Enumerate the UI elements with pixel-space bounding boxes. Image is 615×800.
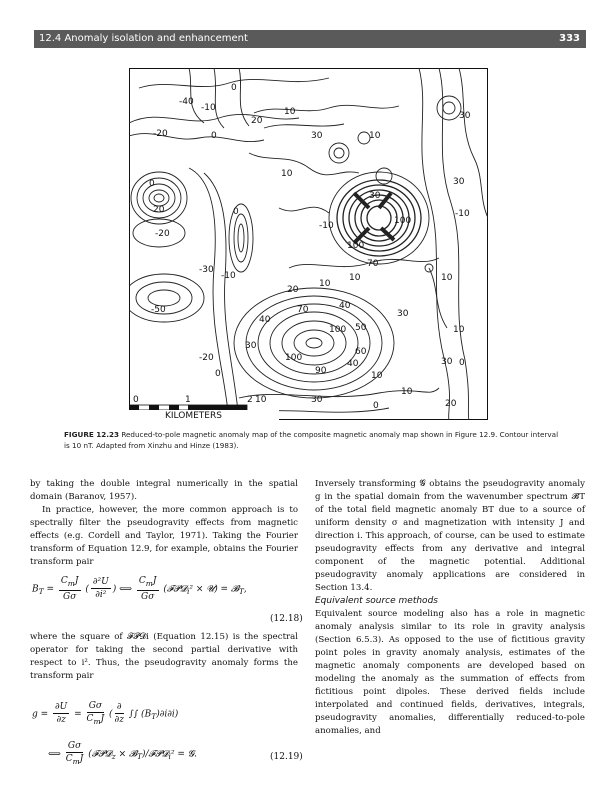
- contour-label: 10: [284, 107, 296, 117]
- section-title: 12.4 Anomaly isolation and enhancement: [39, 33, 248, 44]
- right-paragraph-1: Inversely transforming 𝓖 obtains the pseudogravity anomaly g in the spatial domain from the wavenumber spectrum 𝓑T of the total field magnetic anomaly BT due to a source of uniform density σ and magnetization with intensity J and direction i. This approach, of course, can be used to estimate pseudogravity effects from any derivative and integral component of the magnetic potential. Additional pseudogravity anomaly applications are considered in Section 13.4.: [315, 479, 585, 593]
- contour-label: -20: [153, 129, 168, 139]
- left-column-continued: [30, 631, 298, 683]
- scale-tick-0: 0: [133, 395, 139, 405]
- contour-label: 10: [401, 387, 413, 397]
- contour-label: 70: [297, 305, 309, 315]
- contour-label: 0: [215, 369, 221, 379]
- contour-label: 70: [367, 259, 379, 269]
- contour-label: 20: [153, 205, 165, 215]
- contour-label: 30: [245, 341, 257, 351]
- page-number: 333: [559, 33, 580, 44]
- contour-label: -10: [201, 103, 216, 113]
- equation-12-19-line2: ⟺ $\frac{G\sigma}{C_mJ}$ (𝓕𝓟𝓓$_z$ × 𝓑$_T$)/𝓕𝓟𝓓$_i$² = 𝓖.: [48, 741, 198, 766]
- contour-label: -10: [455, 209, 470, 219]
- contour-map: [129, 68, 488, 420]
- contour-label: -20: [155, 229, 170, 239]
- left-paragraph-3: where the square of 𝓕𝓟𝓓i (Equation 12.15) is the spectral operator for taking the second partial derivative with respect to i². Thus, the pseudogravity anomaly forms the transform pair: [30, 632, 298, 681]
- contour-label: 10: [441, 273, 453, 283]
- right-paragraph-2: Equivalent source modeling also has a role in magnetic anomaly analysis similar to its role in gravity analysis (Section 6.5.3). As opposed to the use of fictitious gravity point poles in gravity anomaly analysis, estimates of the magnetic anomaly components are developed based on modeling the anomaly as the summation of effects from fictitious point dipoles. These derived fields include interpolated and continued fields, derivatives, integrals, pseudogravity anomalies, differentially reduced-to-pole anomalies, and: [315, 609, 585, 736]
- contour-label: 0: [233, 207, 239, 217]
- contour-label: 30: [441, 357, 453, 367]
- equation-12-18: $B_T$ = $\frac{C_mJ}{G\sigma}$ ( $\frac{\text{∂²U}}{\text{∂i²}}$ ) ⟺ $\frac{C_mJ}{G\sigma}$ (𝓕𝓟𝓓$_i$² × 𝓤) = 𝓑$_T$,: [32, 576, 247, 602]
- contour-label: 20: [251, 116, 263, 126]
- contour-label: 30: [369, 191, 381, 201]
- contour-label: 40: [347, 359, 359, 369]
- contour-label: 100: [285, 353, 303, 363]
- left-paragraph-1: by taking the double integral numerically in the spatial domain (Baranov, 1957).: [30, 479, 298, 502]
- right-column: [315, 478, 585, 738]
- contour-label: 10: [371, 371, 383, 381]
- figure-label: FIGURE 12.23: [64, 430, 120, 439]
- figure-caption: [64, 429, 564, 451]
- contour-label: -20: [199, 353, 214, 363]
- contour-label: 1: [185, 395, 191, 405]
- contour-label: 100: [347, 241, 365, 251]
- contour-label: 0: [459, 358, 465, 368]
- contour-label: 0: [149, 179, 155, 189]
- contour-label: 20: [287, 285, 299, 295]
- contour-label: -10: [319, 221, 334, 231]
- equation-number-12-19: (12.19): [270, 752, 303, 762]
- contour-label: 10: [319, 279, 331, 289]
- equation-number-12-18: (12.18): [270, 614, 303, 624]
- contour-label: 40: [339, 301, 351, 311]
- contour-label: 10: [281, 169, 293, 179]
- equation-12-19-line1: g = $\frac{\partial U}{\partial z}$ = $\frac{G\sigma}{C_mJ}$ ( $\frac{\partial}{\partial z}$ ∫∫ $(B_T)\partial i\partial i$): [32, 701, 179, 726]
- contour-label: 30: [311, 395, 323, 405]
- contour-label: 100: [329, 325, 347, 335]
- contour-label: -40: [179, 97, 194, 107]
- contour-label: 30: [311, 131, 323, 141]
- figure-caption-text: Reduced-to-pole magnetic anomaly map of the composite magnetic anomaly map shown in Figure 12.9. Contour interval is 10 nT. Adapted from Xinzhu and Hinze (1983).: [64, 430, 559, 450]
- contour-label: 50: [355, 323, 367, 333]
- contour-label: 90: [315, 366, 327, 376]
- contour-label: 30: [397, 309, 409, 319]
- contour-label: 30: [459, 111, 471, 121]
- contour-label: 10: [255, 395, 267, 405]
- contour-label: 20: [445, 399, 457, 409]
- contour-label: 10: [349, 273, 361, 283]
- contour-label: 10: [369, 131, 381, 141]
- contour-label: 2: [247, 395, 253, 405]
- left-paragraph-2: In practice, however, the more common approach is to spectrally filter the pseudogravity effects from magnetic effects (e.g. Cordell and Taylor, 1971). Taking the Fourier transform of Equation 12.9, for example, obtains the Fourier transform pair: [30, 505, 298, 567]
- contour-label: -30: [199, 265, 214, 275]
- contour-label: 40: [259, 315, 271, 325]
- contour-label: -50: [151, 305, 166, 315]
- contour-label: -10: [221, 271, 236, 281]
- running-header: [34, 30, 586, 48]
- contour-label: 10: [453, 325, 465, 335]
- scale-label: KILOMETERS: [165, 411, 222, 420]
- contour-label: 60: [355, 347, 367, 357]
- contour-label: 0: [373, 401, 379, 411]
- left-column: [30, 478, 298, 569]
- contour-map-figure: [129, 68, 488, 420]
- contour-label: 0: [231, 83, 237, 93]
- contour-label: 100: [394, 216, 412, 226]
- contour-label: 30: [453, 177, 465, 187]
- contour-label: 0: [211, 131, 217, 141]
- section-subheading: Equivalent source methods: [315, 596, 438, 606]
